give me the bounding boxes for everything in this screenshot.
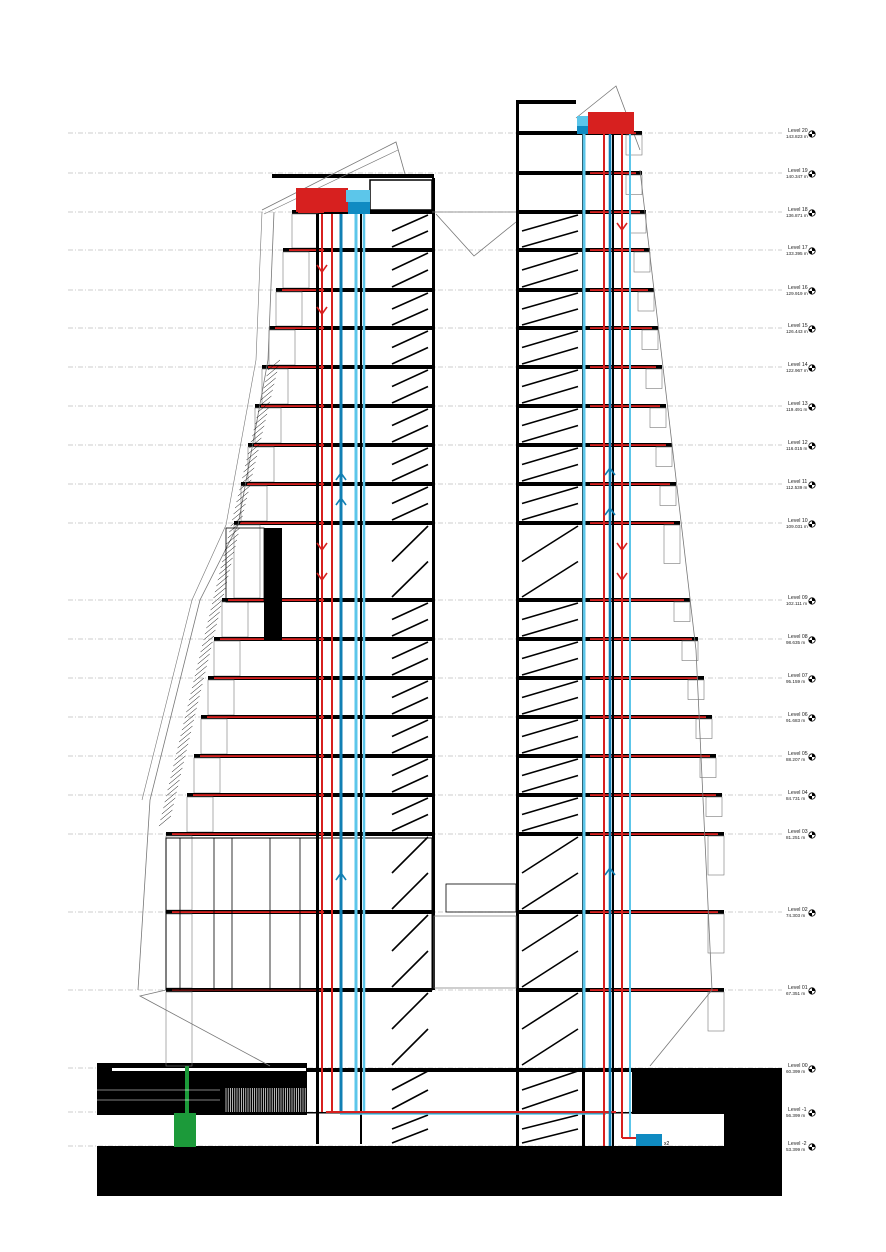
level-name-label: Level 07: [788, 673, 808, 679]
heating-loop: [193, 794, 324, 796]
level-name-label: Level 05: [788, 751, 808, 757]
level-elevation-label: 119.491 m: [786, 407, 808, 412]
heating-loop: [214, 677, 324, 679]
heating-loop: [200, 755, 324, 757]
level-name-label: Level 13: [788, 401, 808, 407]
green-element: [174, 1113, 196, 1147]
parking-gap: [112, 1068, 306, 1071]
right-roof-tank: [588, 112, 634, 134]
level-name-label: Level 03: [788, 829, 808, 835]
roof-slab: [272, 174, 434, 178]
level-elevation-label: 140.347 m: [786, 174, 808, 179]
level-elevation-label: 102.111 m: [786, 601, 808, 606]
right-roof-parapet: [516, 100, 576, 104]
level-name-label: Level 17: [788, 245, 808, 251]
elevator-shaft: [264, 528, 282, 640]
level-name-label: Level 15: [788, 323, 808, 329]
level-elevation-label: 91.683 m: [786, 718, 806, 723]
heating-loop: [590, 249, 644, 251]
pump-count-label: x2: [664, 1141, 670, 1147]
level-name-label: Level 20: [788, 128, 808, 134]
level-elevation-label: 67.351 m: [786, 991, 806, 996]
level-name-label: Level 14: [788, 362, 808, 368]
level-elevation-label: 136.871 m: [786, 213, 808, 218]
left-roof-tank-light: [346, 190, 370, 202]
heating-loop: [172, 833, 324, 835]
heating-loop: [590, 211, 640, 213]
level-elevation-label: 126.443 m: [786, 329, 808, 334]
basement-slab: [97, 1146, 782, 1196]
left-roof-tank-blue: [348, 202, 370, 214]
level-elevation-label: 129.919 m: [786, 291, 808, 296]
right-roof-tank-light: [577, 116, 588, 126]
level-name-label: Level 04: [788, 790, 808, 796]
left-roof-tank: [296, 188, 348, 212]
basement-wall-right: [724, 1114, 782, 1146]
core-wall-left: [316, 214, 319, 1144]
heating-loop: [590, 405, 660, 407]
level-elevation-label: 81.251 m: [786, 835, 806, 840]
level-elevation-label: 143.823 m: [786, 134, 808, 139]
level-name-label: Level -1: [788, 1107, 807, 1113]
heating-loop: [172, 911, 324, 913]
heating-loop: [240, 522, 324, 524]
level-name-label: Level 19: [788, 168, 808, 174]
level-elevation-label: 56.399 m: [786, 1113, 806, 1118]
heating-loop: [590, 444, 666, 446]
heating-loop: [590, 716, 706, 718]
core-wall-mid: [360, 214, 362, 1144]
right-pipe-shaft: [612, 134, 614, 1146]
level-name-label: Level 12: [788, 440, 808, 446]
basement-pump: [636, 1134, 662, 1146]
level-elevation-label: 60.399 m: [786, 1069, 806, 1074]
level-name-label: Level 02: [788, 907, 808, 913]
level-elevation-label: 98.635 m: [786, 640, 806, 645]
heating-loop: [590, 677, 698, 679]
green-riser: [185, 1066, 189, 1113]
right-roof-tank-blue: [577, 126, 588, 134]
heating-loop: [590, 638, 692, 640]
level-elevation-label: 95.159 m: [786, 679, 806, 684]
heating-loop: [590, 755, 710, 757]
level-name-label: Level 06: [788, 712, 808, 718]
level-elevation-label: 133.395 m: [786, 251, 808, 256]
level-elevation-label: 109.031 m: [786, 524, 808, 529]
level-elevation-label: 74.303 m: [786, 913, 806, 918]
level-name-label: Level 16: [788, 285, 808, 291]
level-name-label: Level 00: [788, 1063, 808, 1069]
level-name-label: Level 09: [788, 595, 808, 601]
level-name-label: Level 10: [788, 518, 808, 524]
level-elevation-label: 116.015 m: [786, 446, 808, 451]
basement-block-right: [632, 1068, 782, 1114]
level-elevation-label: 88.207 m: [786, 757, 806, 762]
level-elevation-label: 53.399 m: [786, 1147, 806, 1152]
heating-loop: [261, 405, 324, 407]
heating-loop: [590, 289, 648, 291]
heating-loop: [207, 716, 324, 718]
level-elevation-label: 112.539 m: [786, 485, 808, 490]
level-name-label: Level 11: [788, 479, 808, 485]
heating-loop: [247, 483, 324, 485]
level-name-label: Level -2: [788, 1141, 807, 1147]
level-name-label: Level 01: [788, 985, 808, 991]
level-name-label: Level 18: [788, 207, 808, 213]
level-elevation-label: 84.731 m: [786, 796, 806, 801]
level-name-label: Level 08: [788, 634, 808, 640]
heating-loop: [254, 444, 324, 446]
heating-loop: [590, 522, 674, 524]
level-elevation-label: 122.967 m: [786, 368, 808, 373]
